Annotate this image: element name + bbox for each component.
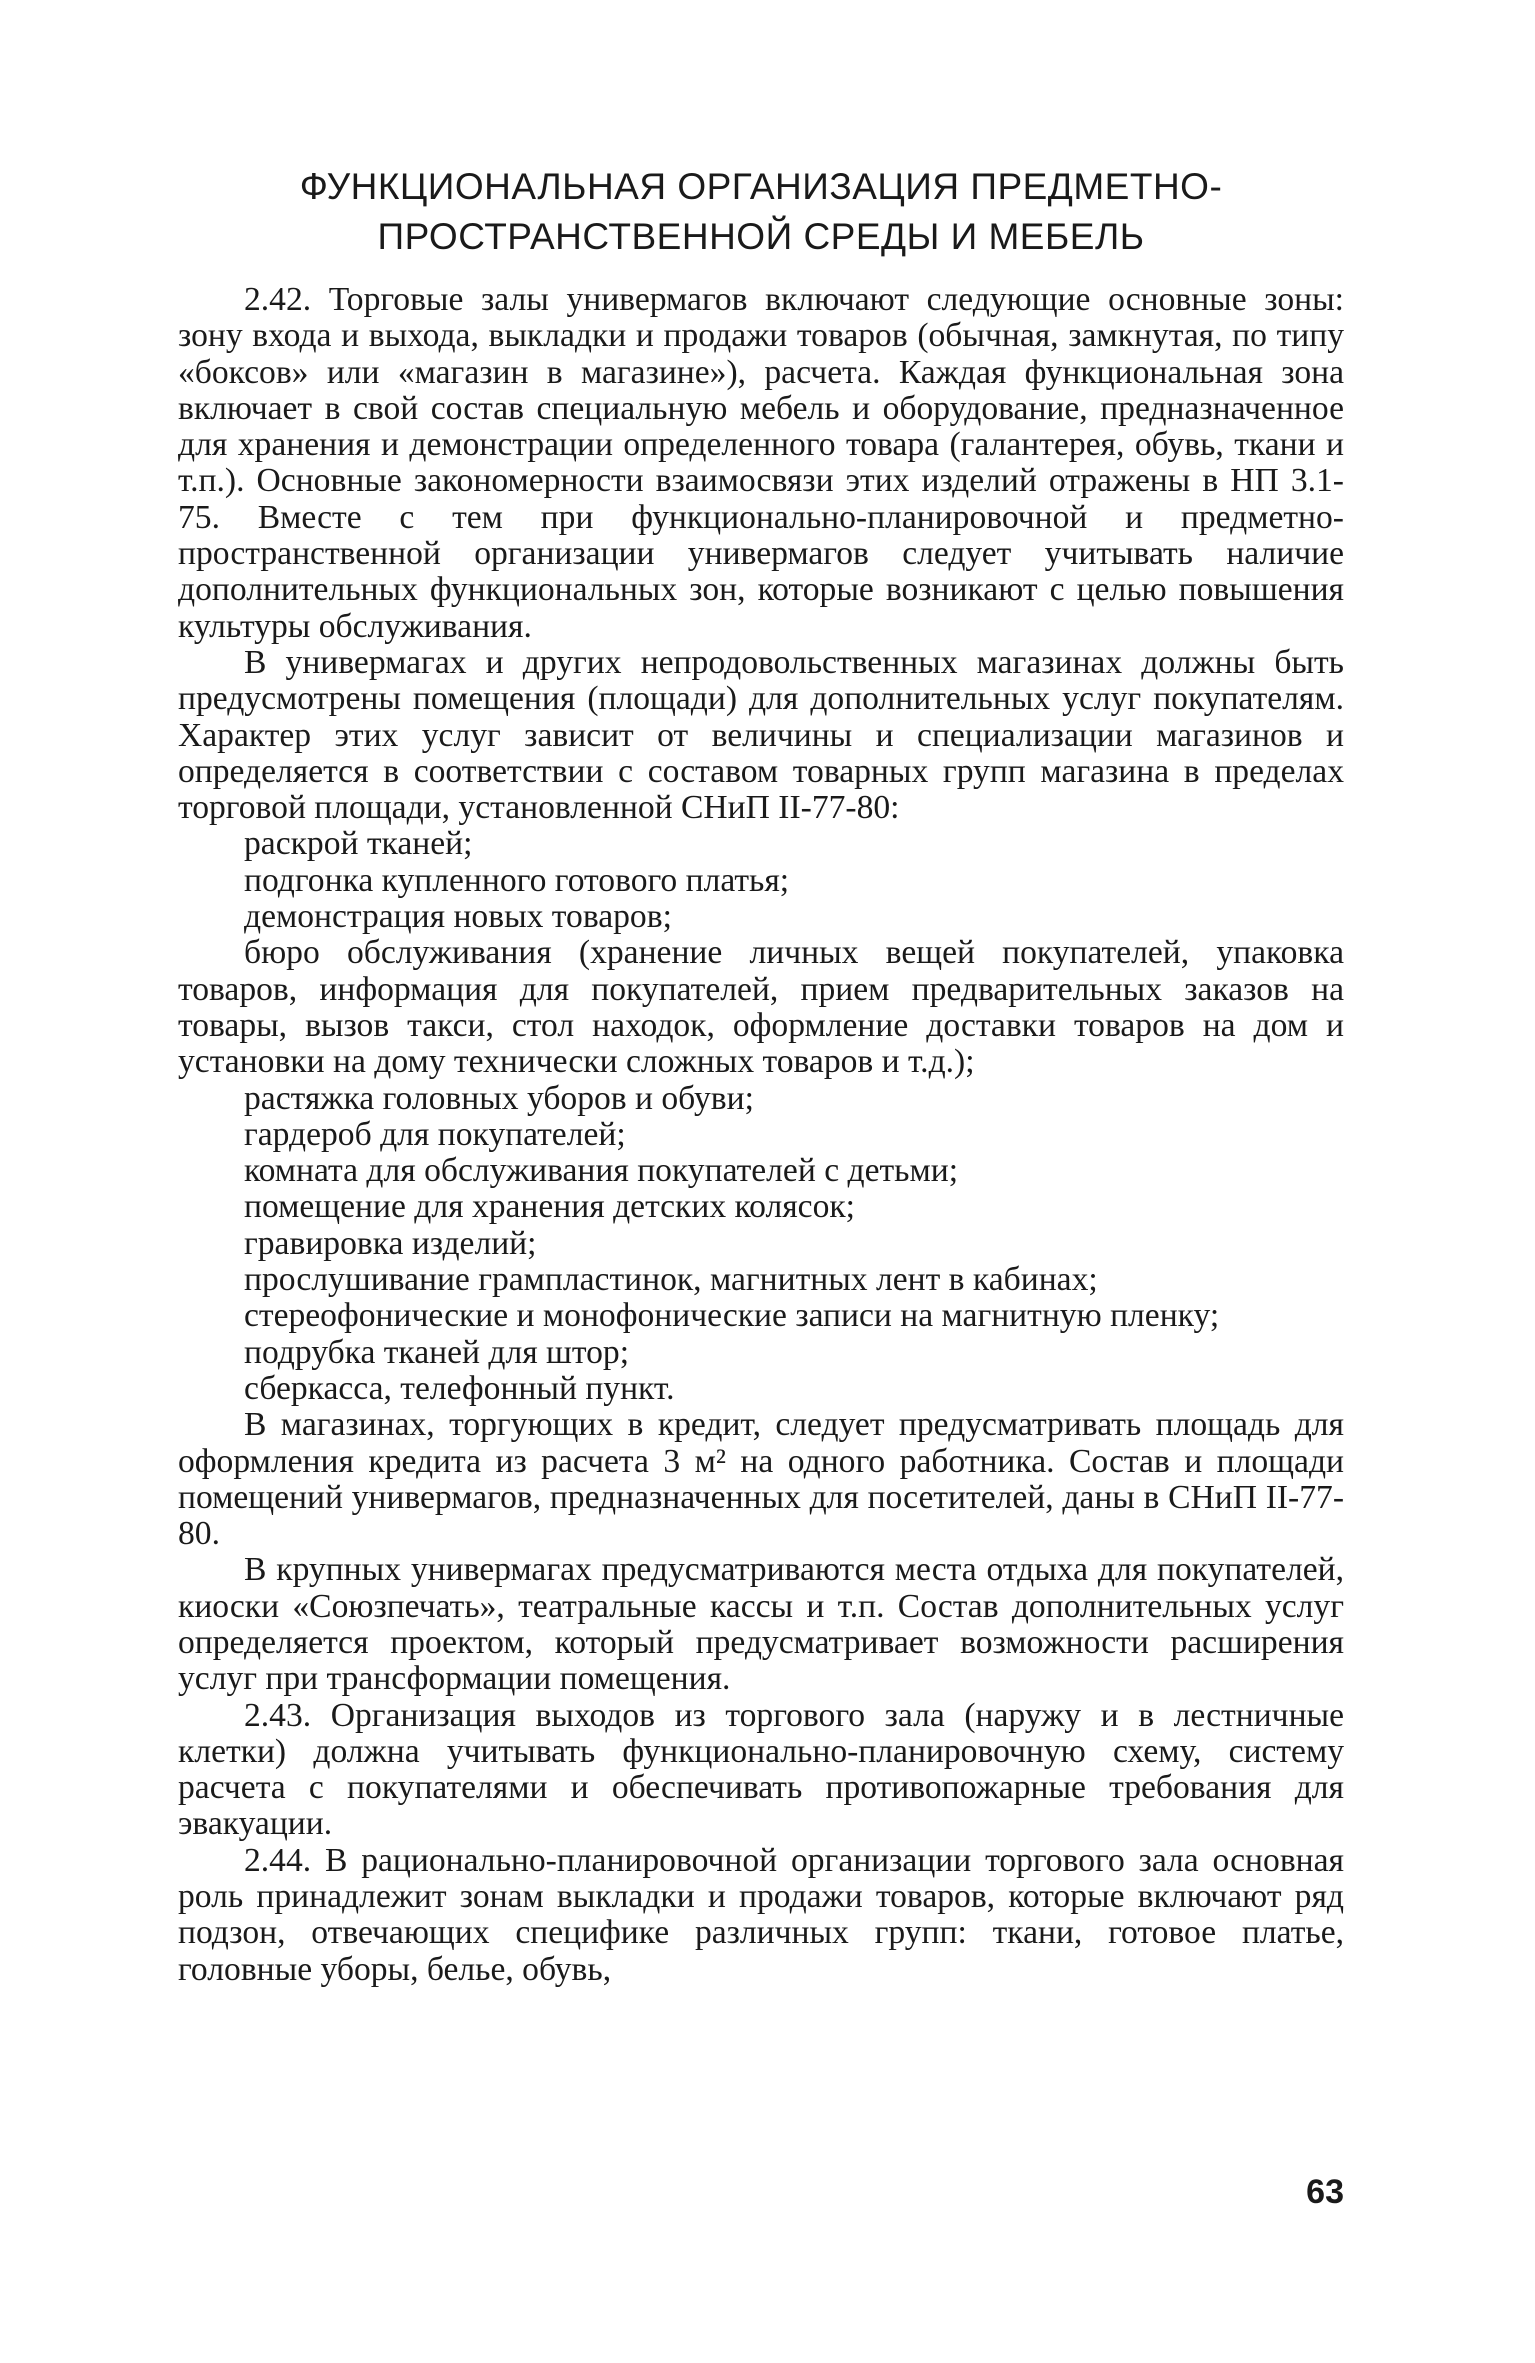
list-item: бюро обслуживания (хранение личных вещей покупателей, упаковка товаров, информация для покупателей, прием предварительных заказов на товары, вызов такси, стол находок, оформление доставки товаров на дом и установки на дому технически сложных товаров и т.д.); xyxy=(178,934,1344,1081)
list-item: демонстрация новых товаров; xyxy=(244,898,672,936)
list-item: гравировка изделий; xyxy=(244,1224,537,1262)
paragraph: 2.42. Торговые залы универмагов включают следующие основные зоны: зону входа и выхода, выкладки и продажи товаров (обычная, замкнутая, по типу «боксов» или «магазин в магазине»), расчета. Каждая функциональная зона включает в свой состав специальную мебель и оборудование, предназначенное для хранения и демонстрации определенного товара (галантерея, обувь, ткани и т.п.). Основные закономерности взаимосвязи этих изделий отражены в НП 3.1-75. Вместе с тем при функционально-планировочной и предметно-пространственной организации универмагов следует учитывать наличие дополнительных функциональных зон, которые возникают с целью повышения культуры обслуживания. xyxy=(178,281,1344,645)
paragraph: В крупных универмагах предусматриваются места отдыха для покупателей, киоски «Союзпечать», театральные кассы и т.п. Состав дополнительных услуг определяется проектом, который предусматривает возможности расширения услуг при трансформации помещения. xyxy=(178,1551,1344,1698)
list-item: гардероб для покупателей; xyxy=(244,1115,626,1153)
list-item: раскрой тканей; xyxy=(244,825,473,863)
section-title xyxy=(178,162,1344,262)
list-item: сберкасса, телефонный пункт. xyxy=(244,1369,675,1407)
list-item: подрубка тканей для штор; xyxy=(244,1333,630,1371)
list-item: помещение для хранения детских колясок; xyxy=(244,1188,856,1226)
body-text xyxy=(178,282,1344,1988)
list-item: растяжка головных уборов и обуви; xyxy=(244,1079,754,1117)
paragraph: В универмагах и других непродовольственных магазинах должны быть предусмотрены помещения (площади) для дополнительных услуг покупателям. Характер этих услуг зависит от величины и специализации магазинов и определяется в соответствии с составом товарных групп магазина в пределах торговой площади, установленной СНиП II-77-80: xyxy=(178,643,1344,827)
list-item: прослушивание грампластинок, магнитных лент в кабинах; xyxy=(244,1261,1098,1299)
list-item: стереофонические и монофонические записи на магнитную пленку; xyxy=(244,1297,1220,1335)
title-line-1: ФУНКЦИОНАЛЬНАЯ ОРГАНИЗАЦИЯ ПРЕДМЕТНО- xyxy=(299,166,1223,207)
paragraph: 2.43. Организация выходов из торгового зала (наружу и в лестничные клетки) должна учитывать функционально-планировочную схему, систему расчета с покупателями и обеспечивать противопожарные требования для эвакуации. xyxy=(178,1696,1344,1843)
list-item: подгонка купленного готового платья; xyxy=(244,861,790,899)
list-item: комната для обслуживания покупателей с детьми; xyxy=(244,1152,959,1190)
title-line-2: ПРОСТРАНСТВЕННОЙ СРЕДЫ И МЕБЕЛЬ xyxy=(377,216,1145,257)
paragraph: В магазинах, торгующих в кредит, следует предусматривать площадь для оформления кредита из расчета 3 м² на одного работника. Состав и площади помещений универмагов, предназначенных для посетителей, даны в СНиП II-77-80. xyxy=(178,1406,1344,1553)
page-number: 63 xyxy=(1306,2173,1344,2211)
paragraph: 2.44. В рационально-планировочной организации торгового зала основная роль принадлежит зонам выкладки и продажи товаров, которые включают ряд подзон, отвечающих специфике различных групп: ткани, готовое платье, головные уборы, белье, обувь, xyxy=(178,1841,1344,1988)
